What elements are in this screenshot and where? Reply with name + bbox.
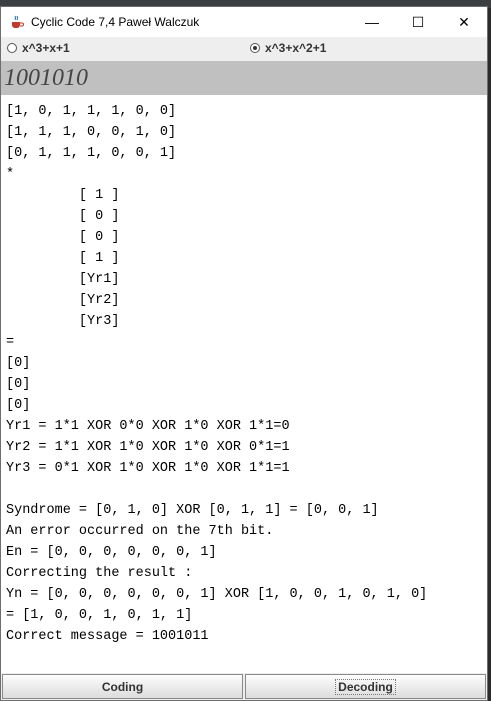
decoding-button[interactable] — [245, 674, 486, 699]
output-line: En = [0, 0, 0, 0, 0, 0, 1] — [6, 545, 217, 560]
output-area[interactable] — [1, 95, 487, 672]
output-line: [Yr1] — [6, 272, 120, 287]
output-line: [0] — [6, 377, 31, 392]
message-input-bar — [1, 61, 487, 95]
output-line: [0] — [6, 356, 31, 371]
output-line: = — [6, 335, 15, 350]
radio-unselected-icon[interactable] — [7, 43, 17, 53]
output-line: [Yr3] — [6, 314, 120, 329]
output-line: Yr1 = 1*1 XOR 0*0 XOR 1*0 XOR 1*1=0 — [6, 419, 290, 434]
output-line: = [1, 0, 0, 1, 0, 1, 1] — [6, 608, 193, 623]
coding-button-label: Coding — [101, 679, 144, 694]
output-line: Syndrome = [0, 1, 0] XOR [0, 1, 1] = [0, 0, 1] — [6, 503, 379, 518]
output-line: Correct message = 1001011 — [6, 629, 209, 644]
polynomial-option-1-label: x^3+x+1 — [22, 41, 70, 55]
minimize-icon: — — [365, 14, 379, 30]
output-line: Yn = [0, 0, 0, 0, 0, 0, 1] XOR [1, 0, 0, 1, 0, 1, 0] — [6, 587, 428, 602]
radio-selected-icon[interactable] — [250, 43, 260, 53]
maximize-icon: ☐ — [411, 13, 425, 30]
window-controls — [349, 7, 487, 37]
output-line: [ 1 ] — [6, 188, 120, 203]
app-window — [0, 6, 488, 701]
window-title: Cyclic Code 7,4 Paweł Walczuk — [31, 15, 200, 29]
polynomial-option-2[interactable] — [250, 41, 326, 55]
close-icon: ✕ — [458, 13, 470, 30]
action-buttons — [1, 673, 487, 700]
output-line: [1, 0, 1, 1, 1, 0, 0] — [6, 104, 177, 119]
output-line: Yr2 = 1*1 XOR 1*0 XOR 1*0 XOR 0*1=1 — [6, 440, 290, 455]
output-line: Yr3 = 0*1 XOR 1*0 XOR 1*0 XOR 1*1=1 — [6, 461, 290, 476]
polynomial-selector — [1, 37, 487, 61]
output-line: [0, 1, 1, 1, 0, 0, 1] — [6, 146, 177, 161]
output-line: Correcting the result : — [6, 566, 193, 581]
output-line: [0] — [6, 398, 31, 413]
polynomial-option-1[interactable] — [7, 41, 70, 55]
output-text — [1, 95, 487, 647]
output-line: [ 0 ] — [6, 209, 120, 224]
output-line: [ 1 ] — [6, 251, 120, 266]
polynomial-option-2-label: x^3+x^2+1 — [265, 41, 327, 55]
title-bar — [1, 7, 487, 37]
output-line — [6, 479, 487, 500]
java-cup-icon — [9, 14, 25, 30]
output-line: [Yr2] — [6, 293, 120, 308]
output-line: [ 0 ] — [6, 230, 120, 245]
output-line: [1, 1, 1, 0, 0, 1, 0] — [6, 125, 177, 140]
coding-button[interactable] — [2, 674, 243, 699]
output-line: An error occurred on the 7th bit. — [6, 524, 274, 539]
output-line: * — [6, 167, 15, 182]
decoding-button-label: Decoding — [335, 679, 396, 695]
minimize-button[interactable] — [349, 7, 395, 37]
close-button[interactable] — [441, 7, 487, 37]
message-input[interactable] — [1, 61, 487, 95]
maximize-button[interactable] — [395, 7, 441, 37]
